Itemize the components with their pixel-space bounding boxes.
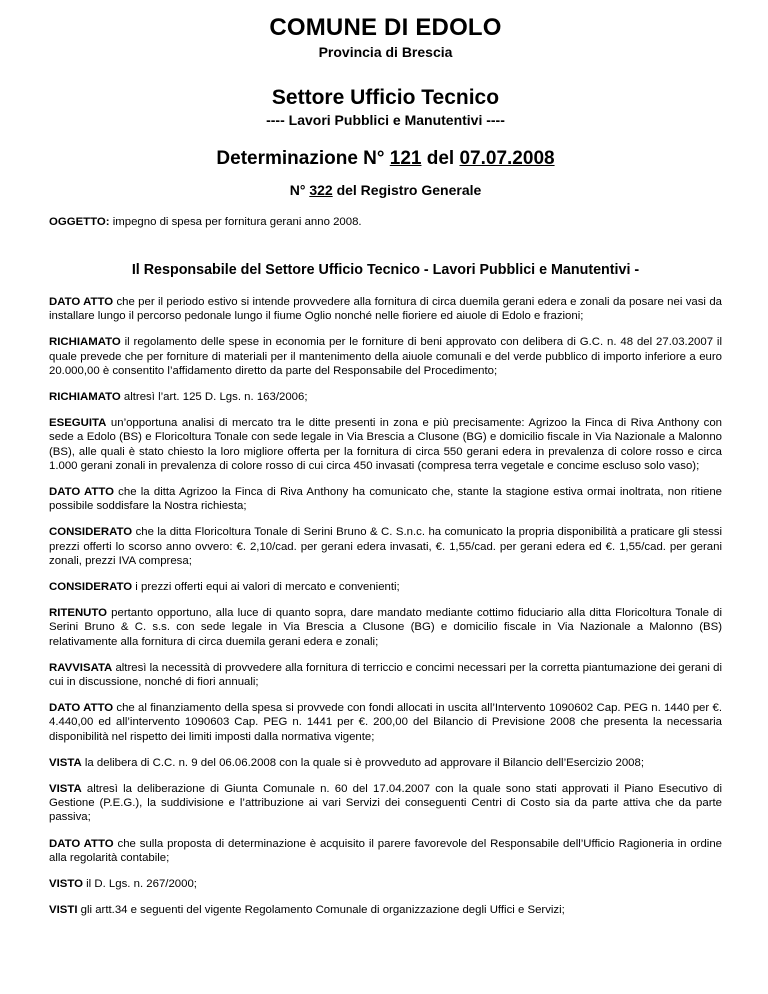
paragraph-lead: VISTO bbox=[49, 878, 83, 891]
paragraph-lead: DATO ATTO bbox=[49, 486, 114, 499]
paragraph-lead: RITENUTO bbox=[49, 607, 108, 620]
paragraph bbox=[49, 485, 722, 513]
oggetto-label: OGGETTO: bbox=[49, 216, 110, 228]
paragraph bbox=[49, 606, 722, 649]
paragraph-text: che la ditta Floricoltura Tonale di Serini Bruno & C. S.n.c. ha comunicato la propria disponibilità a praticare gli stessi prezzi offerti lo scorso anno ovvero: €. 2,10/cad. per gerani edera invasati, €. 1,55/cad. per gerani edera ed €. 1,55/cad. per gerani zonali, prezzi IVA compresa; bbox=[49, 526, 722, 567]
paragraph-lead: ESEGUITA bbox=[49, 417, 107, 430]
responsabile-heading: Il Responsabile del Settore Ufficio Tecnico - Lavori Pubblici e Manutentivi - bbox=[131, 262, 640, 278]
paragraph-lead: DATO ATTO bbox=[49, 296, 114, 308]
determinazione-del: del bbox=[426, 148, 455, 169]
paragraph-lead: VISTA bbox=[49, 756, 82, 769]
paragraph bbox=[49, 701, 722, 744]
paragraph bbox=[49, 525, 722, 568]
paragraph-lead: RAVVISATA bbox=[49, 661, 113, 674]
paragraph-text: che la ditta Agrizoo la Finca di Riva Anthony ha comunicato che, stante la stagione estiva ormai inoltrata, non ritiene possibile soddisfare la Nostra richiesta; bbox=[49, 486, 722, 513]
paragraph bbox=[49, 416, 722, 473]
paragraph bbox=[49, 661, 722, 689]
paragraph-text: il regolamento delle spese in economia per le forniture di beni approvato con delibera di G.C. n. 48 del 27.03.2007 il quale prevede che per forniture di materiali per il mantenimento della aiuole comunali e del verde pubblico di importo inferiore a euro 20.000,00 è consentito l’affidamento diretto da parte del Responsabile del Procedimento; bbox=[49, 336, 722, 377]
paragraph bbox=[49, 580, 722, 594]
document-page bbox=[49, 0, 722, 930]
paragraph bbox=[49, 837, 722, 865]
paragraph-lead: DATO ATTO bbox=[49, 702, 114, 715]
paragraph bbox=[49, 903, 722, 917]
paragraph bbox=[49, 295, 722, 323]
settore-title: Settore Ufficio Tecnico bbox=[271, 86, 500, 109]
paragraph-lead: VISTI bbox=[49, 904, 78, 917]
paragraph-lead: RICHIAMATO bbox=[49, 336, 121, 349]
paragraph-text: la delibera di C.C. n. 9 del 06.06.2008 con la quale si è provveduto ad approvare il Bilancio dell’Esercizio 2008; bbox=[81, 756, 644, 769]
paragraph-text: altresì l’art. 125 D. Lgs. n. 163/2006; bbox=[120, 391, 308, 404]
determinazione-number: 121 bbox=[389, 148, 422, 169]
determinazione-prefix: Determinazione N° bbox=[216, 148, 385, 169]
paragraph bbox=[49, 877, 722, 891]
paragraph-text: gli artt.34 e seguenti del vigente Regolamento Comunale di organizzazione degli Uffici e Servizi; bbox=[77, 904, 565, 917]
registro-heading bbox=[49, 182, 722, 199]
oggetto-line bbox=[49, 215, 722, 229]
paragraph-text: pertanto opportuno, alla luce di quanto sopra, dare mandato mediante cottimo fiduciario alla ditta Floricoltura Tonale di Serini Bruno & C. s.s. con sede legale in Via Brescia a Clusone (BG) e domicilio fiscale in Via Nazionale a Malonno (BS) relativamente alla fornitura di circa duemila gerani edera e zonali; bbox=[49, 607, 722, 648]
registro-suffix: del Registro Generale bbox=[336, 182, 482, 198]
comune-title: COMUNE DI EDOLO bbox=[269, 14, 502, 41]
determinazione-date: 07.07.2008 bbox=[459, 148, 555, 169]
paragraph-text: il D. Lgs. n. 267/2000; bbox=[82, 878, 197, 891]
document-header bbox=[49, 14, 722, 199]
paragraph-text: i prezzi offerti equi ai valori di mercato e convenienti; bbox=[132, 581, 400, 594]
provincia-subtitle: Provincia di Brescia bbox=[318, 44, 453, 60]
paragraph bbox=[49, 335, 722, 378]
registro-prefix: N° bbox=[289, 182, 306, 198]
paragraph-text: un’opportuna analisi di mercato tra le ditte presenti in zona e più precisamente: Agrizoo la Finca di Riva Anthony con sede a Edolo (BS) e Floricoltura Tonale con sede legale in Via Brescia a Clusone (BG) e domicilio fiscale in Via Nazionale a Malonno (BS), alle quali è stato chiesto la loro migliore offerta per la fornitura di circa 550 gerani edera in prevalenza di colore rosso e circa 1.000 gerani zonali in prevalenza di colore rosso di cui circa 450 invasati (compresa terra vegetale e concime escluso solo vaso); bbox=[49, 417, 722, 472]
paragraph-text: che al finanziamento della spesa si provvede con fondi allocati in uscita all’Intervento 1090602 Cap. PEG n. 1440 per €. 4.440,00 ed all’intervento 1090603 Cap. PEG n. 1441 per €. 200,00 del Bilancio di Previsione 2008 che presenta la necessaria disponibilità nel rispetto dei limiti imposti dalla normativa vigente; bbox=[49, 702, 722, 743]
paragraph bbox=[49, 782, 722, 825]
determinazione-heading bbox=[49, 147, 722, 170]
paragraph-lead: RICHIAMATO bbox=[49, 391, 121, 404]
paragraph-text: che per il periodo estivo si intende provvedere alla fornitura di circa duemila gerani edera e zonali da posare nei vasi da installare lungo il percorso pedonale lungo il fiume Oglio nonché nelle fioriere ed aiuole di Edolo e frazioni; bbox=[49, 296, 722, 323]
paragraph bbox=[49, 756, 722, 770]
paragraph-lead: CONSIDERATO bbox=[49, 526, 133, 539]
oggetto-text: impegno di spesa per fornitura gerani anno 2008. bbox=[109, 216, 362, 228]
paragraph bbox=[49, 390, 722, 404]
paragraph-text: altresì la necessità di provvedere alla fornitura di terriccio e concimi necessari per la corretta piantumazione dei gerani di cui in discussione, nonché di fiori annuali; bbox=[49, 661, 722, 689]
paragraph-lead: DATO ATTO bbox=[49, 837, 114, 850]
settore-subtitle: ---- Lavori Pubblici e Manutentivi ---- bbox=[266, 112, 505, 128]
paragraph-list bbox=[49, 295, 722, 918]
paragraph-lead: VISTA bbox=[49, 783, 82, 796]
registro-number: 322 bbox=[309, 182, 333, 198]
paragraph-text: che sulla proposta di determinazione è acquisito il parere favorevole del Responsabile dell’Ufficio Ragioneria in ordine alla regolarità contabile; bbox=[49, 837, 722, 864]
paragraph-lead: CONSIDERATO bbox=[49, 581, 133, 594]
paragraph-text: altresì la deliberazione di Giunta Comunale n. 60 del 17.04.2007 con la quale sono stati approvati il Piano Esecutivo di Gestione (P.E.G.), la suddivisione e l’attribuzione ai vari Servizi dei conseguenti Centri di Costo sia da parte attiva che da parte passiva; bbox=[49, 783, 722, 824]
